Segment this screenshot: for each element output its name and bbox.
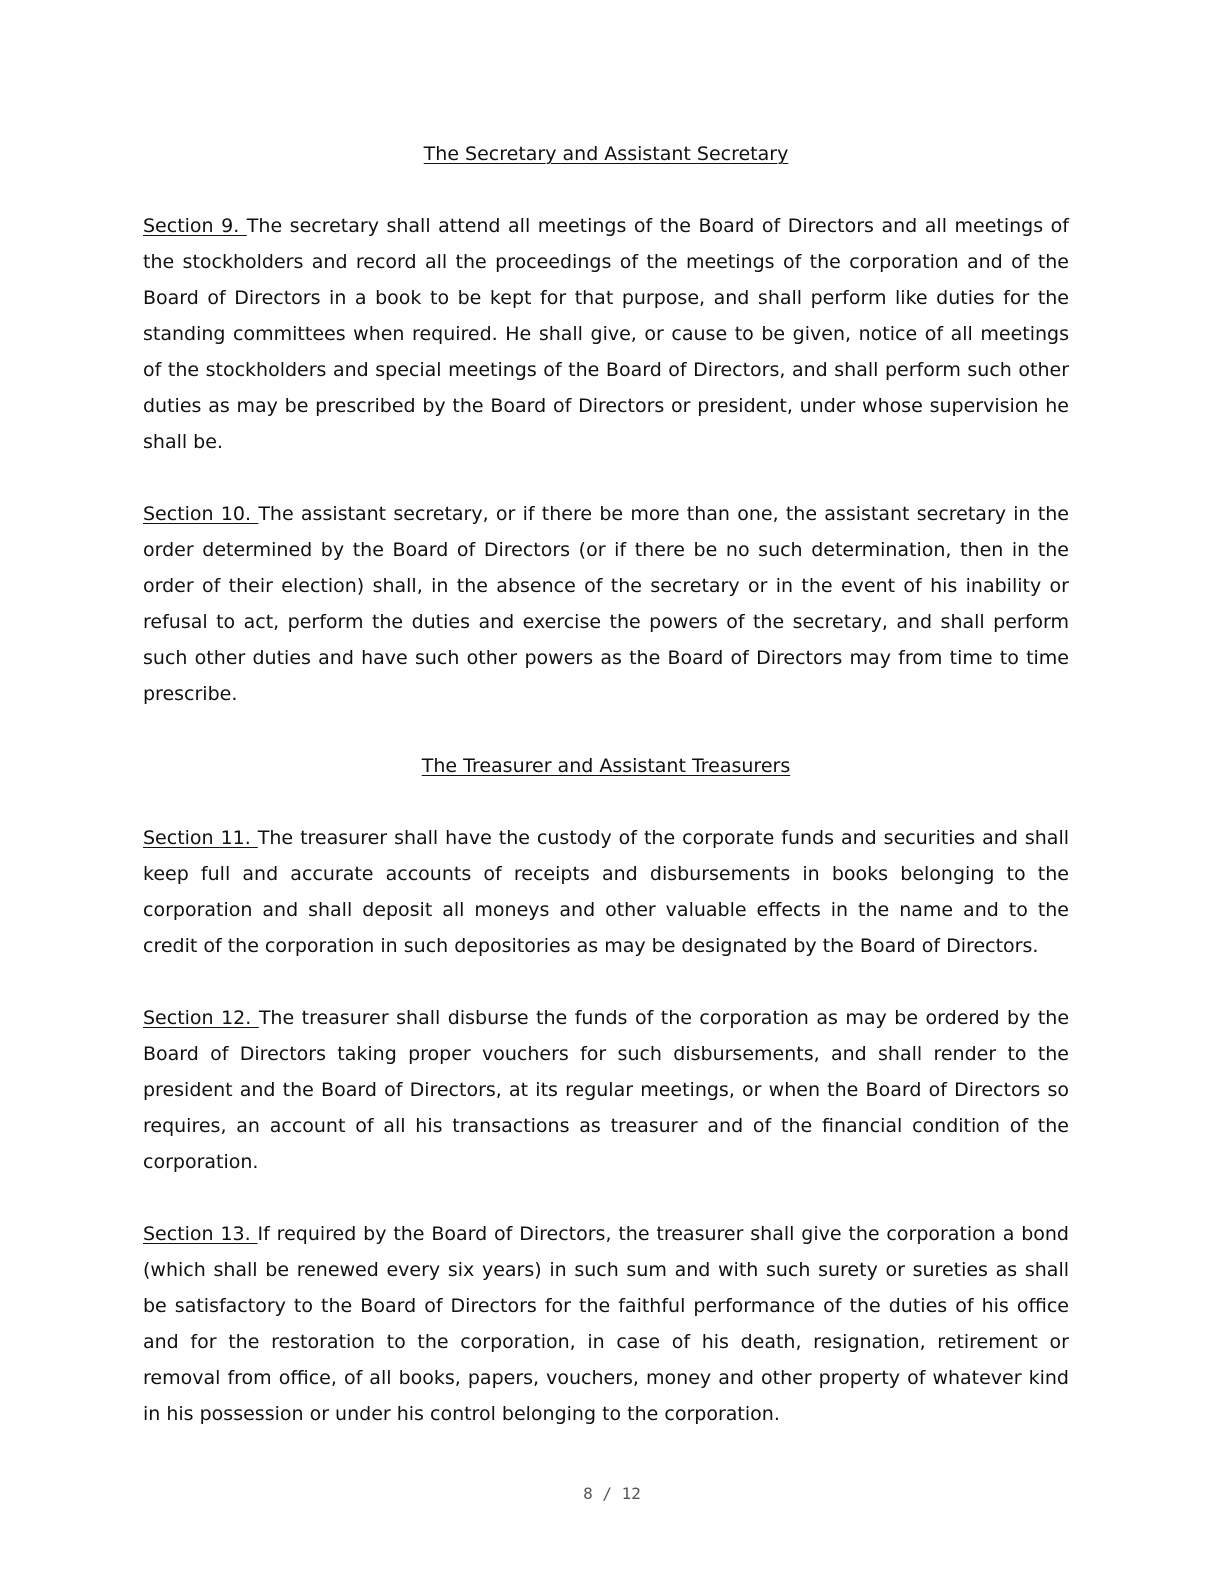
- page-number: 8 / 12: [583, 1484, 641, 1503]
- section-10: [143, 496, 1069, 712]
- section-11-label: Section 11.: [143, 827, 258, 849]
- heading-treasurer-text: The Treasurer and Assistant Treasurers: [421, 755, 791, 777]
- heading-secretary: [143, 136, 1069, 172]
- section-13-text: If required by the Board of Directors, the treasurer shall give the corporation a bond (which shall be renewed every six years) in such sum and with such surety or sureties as shall be satisfactory to the Board of Directors for the faithful performance of the duties of his office and for the restoration to the corporation, in case of his death, resignation, retirement or removal from office, of all books, papers, vouchers, money and other property of whatever kind in his possession or under his control belonging to the corporation.: [143, 1223, 1069, 1425]
- section-12-label: Section 12.: [143, 1007, 259, 1029]
- section-9: [143, 208, 1069, 460]
- section-13-label: Section 13.: [143, 1223, 258, 1245]
- section-13: [143, 1216, 1069, 1432]
- section-12-text: The treasurer shall disburse the funds of the corporation as may be ordered by the Board of Directors taking proper vouchers for such disbursements, and shall render to the president and the Board of Directors, at its regular meetings, or when the Board of Directors so requires, an account of all his transactions as treasurer and of the financial condition of the corporation.: [143, 1007, 1070, 1173]
- heading-treasurer: [143, 748, 1069, 784]
- section-12: [143, 1000, 1069, 1180]
- document-page: [143, 136, 1069, 1468]
- heading-secretary-text: The Secretary and Assistant Secretary: [423, 143, 789, 165]
- section-11: [143, 820, 1069, 964]
- section-9-text: The secretary shall attend all meetings of the Board of Directors and all meetings of the stockholders and record all the proceedings of the meetings of the corporation and of the Board of Directors in a book to be kept for that purpose, and shall perform like duties for the standing committees when required. He shall give, or cause to be given, notice of all meetings of the stockholders and special meetings of the Board of Directors, and shall perform such other duties as may be prescribed by the Board of Directors or president, under whose supervision he shall be.: [143, 215, 1069, 453]
- section-10-label: Section 10.: [143, 503, 259, 525]
- section-11-text: The treasurer shall have the custody of the corporate funds and securities and shall keep full and accurate accounts of receipts and disbursements in books belonging to the corporation and shall deposit all moneys and other valuable effects in the name and to the credit of the corporation in such depositories as may be designated by the Board of Directors.: [143, 827, 1070, 957]
- section-9-label: Section 9.: [143, 215, 247, 237]
- section-10-text: The assistant secretary, or if there be more than one, the assistant secretary in the order determined by the Board of Directors (or if there be no such determination, then in the order of their election) shall, in the absence of the secretary or in the event of his inability or refusal to act, perform the duties and exercise the powers of the secretary, and shall perform such other duties and have such other powers as the Board of Directors may from time to time prescribe.: [143, 503, 1069, 705]
